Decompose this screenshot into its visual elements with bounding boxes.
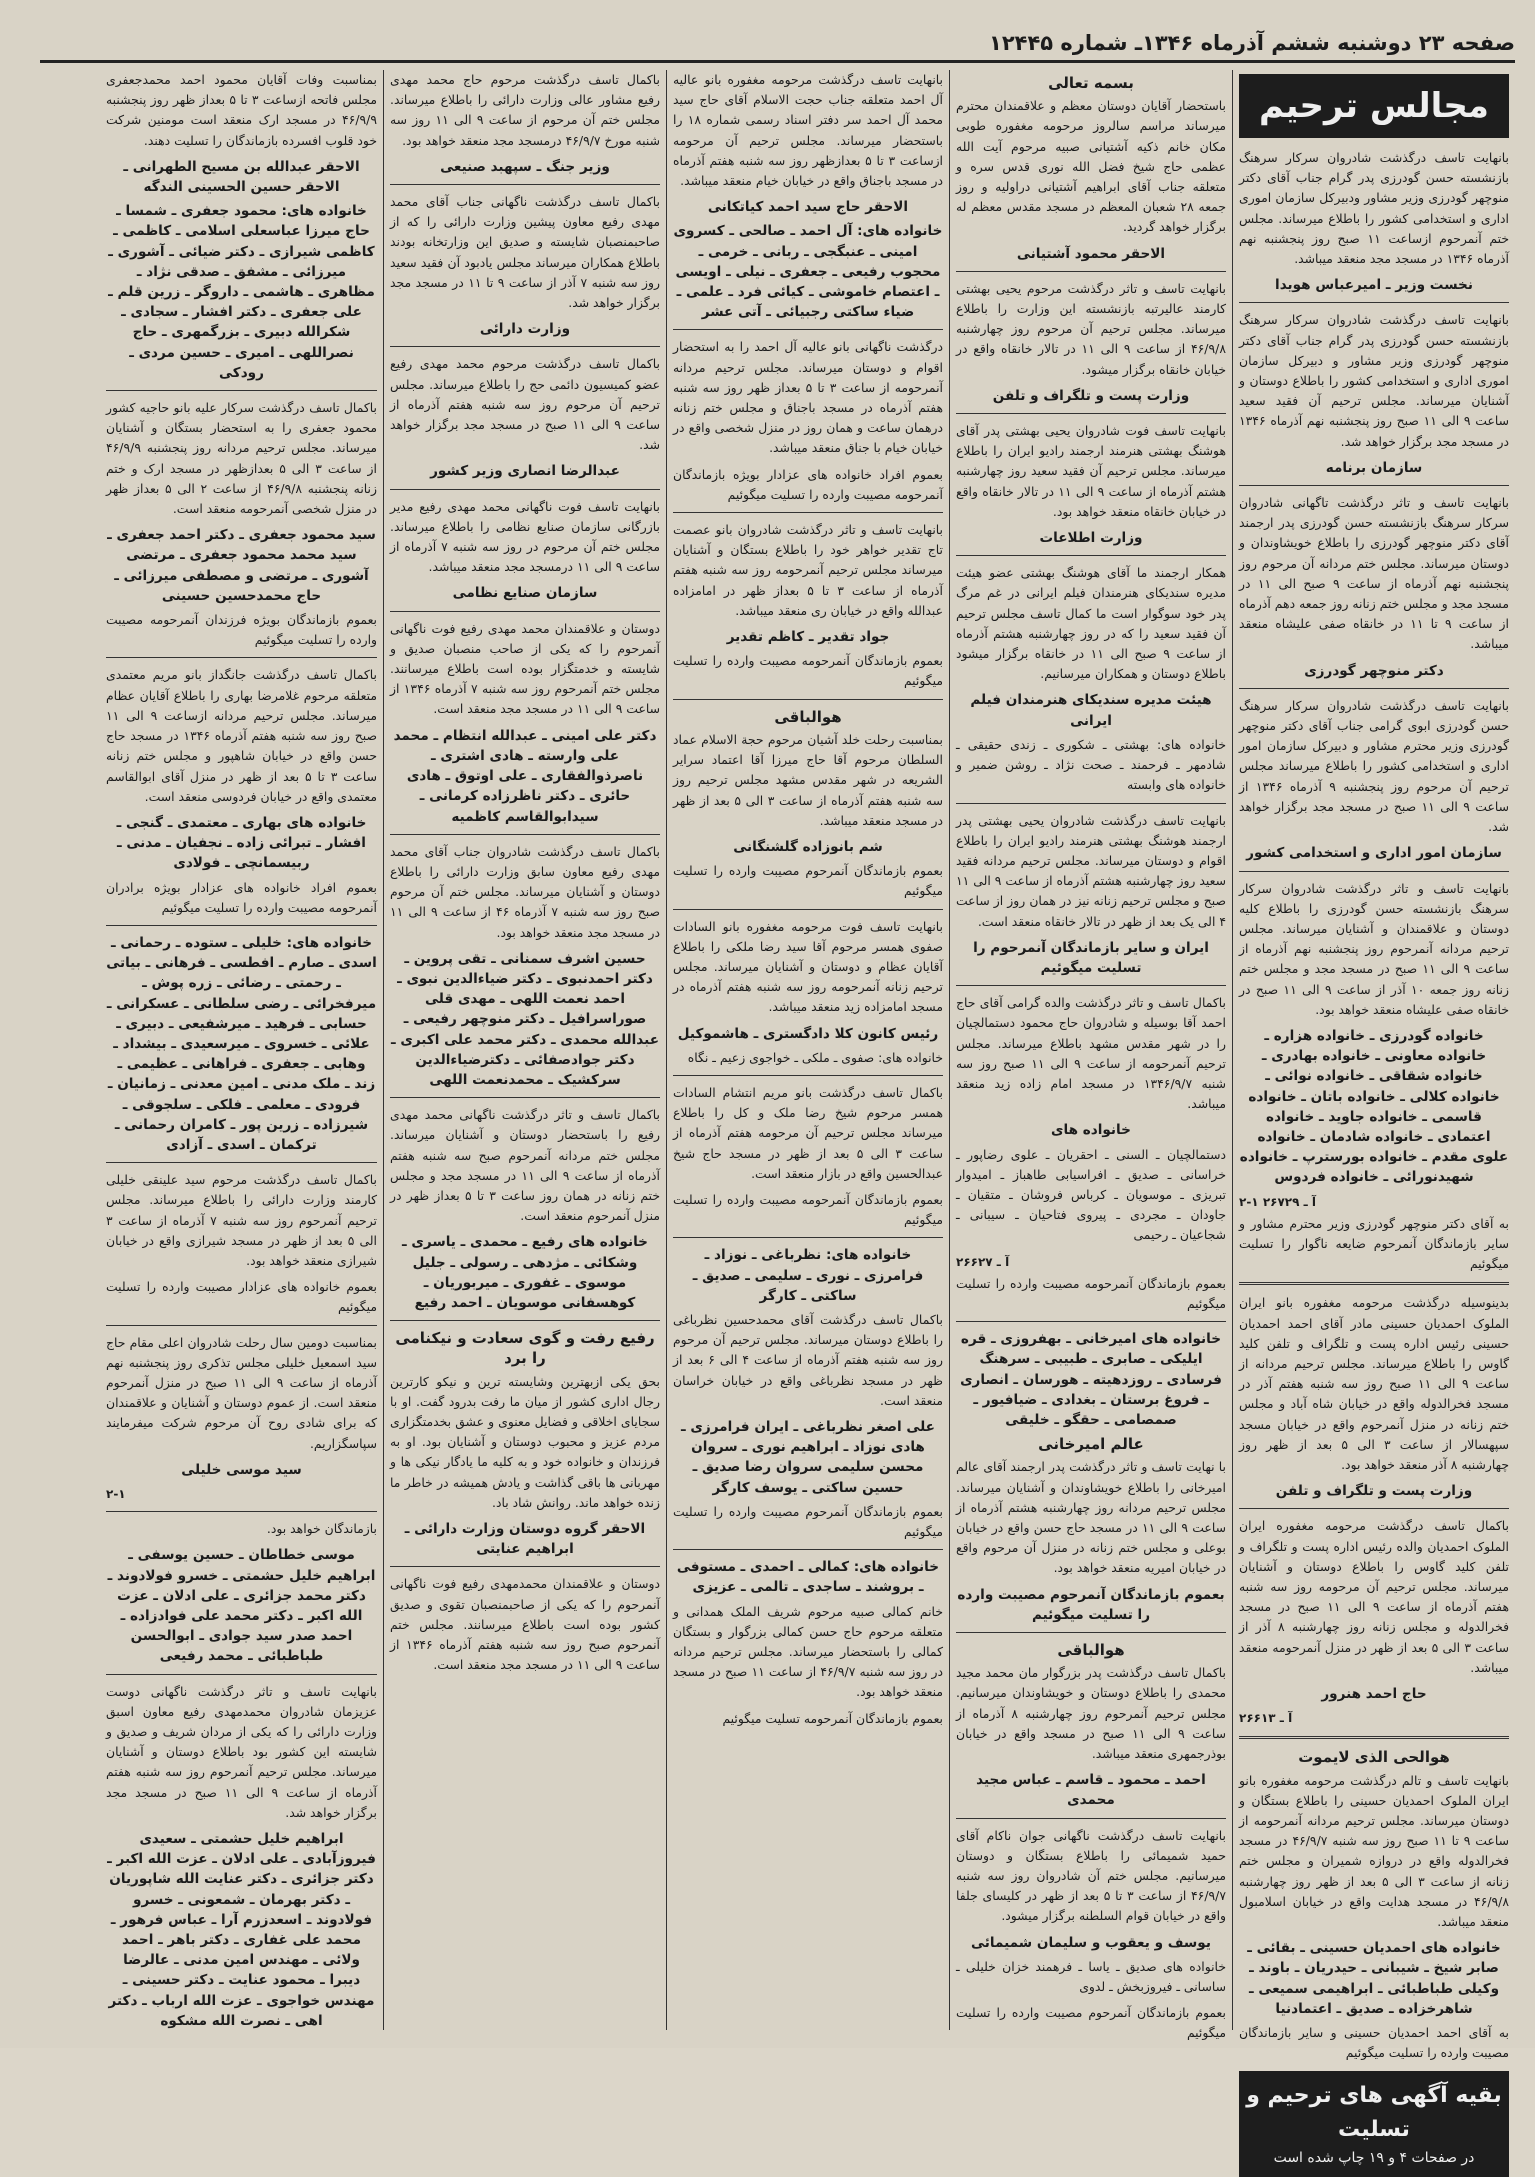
divider — [956, 803, 1226, 804]
continued-title: بقیه آگهی های ترحیم و تسلیت — [1246, 2083, 1502, 2143]
notice-text: باکمال تاسف درگذشت آقای محمدحسین نظرباغی را باطلاع دوستان میرساند. مجلس ترحیم آن مرحوم روز سه شنبه هفتم آذرماه از ساعت ۴ الی ۶ بعد از ظهر در مسجد نظرباغی واقع در خیابان خراسان منعقد است. — [673, 1311, 944, 1408]
column-4 — [383, 70, 666, 2030]
notice-text: خانواده های: صفوی ـ ملکی ـ خواجوی زعیم ـ نگاه — [687, 1049, 943, 1065]
notice-text: بانهایت تاسف و تاثر درگذشت شادروان سرکار سرهنگ بازنشسته حسن گودرزی را باطلاع کلیه دوستان و علاقمندان و آشنایان میرساند. مجلس ترحیم مردانه آنمرحوم روز پنجشنبه نهم آذرماه از ساعت ۹ الی ۱۱ صبح در مسجد مجد و مجلس ختم زنانه روز جمعه ۱۰ آذر از ساعت ۹ الی ۱۱ صبح در خانقاه صفی علیشاه منعقد خواهد بود. — [1239, 880, 1510, 1017]
notice-text: بانهایت تاسف فوت شادروان یحیی بهشتی پدر آقای هوشنگ بهشتی هنرمند ارجمند رادیو ایران را باطلاع میرساند. مجلس ترحیم آن فقید سعید روز چهارشنبه هشتم آذرماه از ساعت ۹ الی ۱۱ در تالار خانقاه واقع در خیابان خانقاه منعقد خواهد بود. — [956, 423, 1226, 519]
divider — [673, 909, 943, 910]
notice-signature: سید محمود جعفری ـ دکتر احمد جعفری ـ سید محمد محمود جعفری ـ مرتضی آشوری ـ مرتضی و مصطفی میرزائی ـ حاج محمدحسین حسینی — [107, 527, 376, 604]
notice-signature: خانواده های: نظرباغی ـ نوزاد ـ فرامرزی ـ نوری ـ سلیمی ـ صدیق ـ ساکتی ـ کارگر — [692, 1247, 924, 1304]
divider — [390, 184, 660, 185]
notice-text: باکمال تاسف درگذشت پدر بزرگوار مان محمد مجید محمدی را باطلاع دوستان و خویشاوندان میرسانیم. مجلس ترحیم آنمرحوم روز چهارشنبه ۸ آذرماه از ساعت ۹ الی ۱۱ صبح در مسجد واقع در خیابان بوذرجمهری منعقد میباشد. — [956, 1665, 1226, 1762]
notice-signature: خانواده های امیرخانی ـ بهفروزی ـ قره ایلیکی ـ صابری ـ طبیبی ـ سرهنگ فرسادی ـ روزدهیته ـ هورسان ـ انصاری ـ فروغ برستان ـ بغدادی ـ ضیافیور ـ صمصامی ـ حقگو ـ خلیقی — [960, 1331, 1222, 1428]
notice-signature: خانواده های احمدیان حسینی ـ بقائی ـ صابر شیخ ـ شیبانی ـ حیدریان ـ باوند ـ وکیلی طباطبائی ـ ابراهیمی سمیعی ـ شاهرخزاده ـ صدیق ـ اعتمادنیا — [1247, 1940, 1501, 2017]
notice-text: بعموم بازماندگان آنمرحوم مصیبت وارده را تسلیت میگوئیم — [673, 863, 943, 899]
notice-signature: الاحقر عبدالله بن مسیح الطهرانی ـ الاحقر حسین الحسینی الندگه — [123, 158, 360, 196]
notice-signature: خانواده های: آل احمد ـ صالحی ـ کسروی امینی ـ عنبگجی ـ ربانی ـ خرمی ـ محجوب رفیعی ـ جعفری ـ نیلی ـ اویسی ـ اعتصام خاموشی ـ کیائی فرد ـ علمی ـ ضیاء ساکتی رجبیائی ـ آتی عشر — [673, 223, 943, 321]
notice-text: بمناسبت وفات آقایان محمود احمد محمدجعفری مجلس فاتحه ازساعت ۳ تا ۵ بعداز ظهر روز پنجشنبه ۴۶/۹/۹ در مسجد ارک منعقد است مومنین شرکت خود قلوب افسرده بازماندگان را تسلیت دهند. — [106, 72, 377, 148]
notice-text: بعموم بازماندگان بویژه فرزندان آنمرحومه مصیبت وارده را تسلیت میگوئیم — [106, 612, 377, 648]
notice-text: بانهایت تاسف درگذشت شادروان سرکار سرهنگ بازنشسته حسن گودرزی پدر گرام جناب آقای دکتر منوچهر گودرزی وزیر مشاور ودبیرکل سازمان اموری اداری و استخدامی کشور را باطلاع میرساند. مجلس ختم آنمرحوم ازساعت ۱۱ صبح روز پنجشنبه نهم آذرماه ۱۳۴۶ در مسجد مجد منعقد میباشد. — [1239, 150, 1509, 267]
divider — [956, 1321, 1226, 1322]
notice-text: با نهایت تاسف و تاثر درگذشت پدر ارجمند آقای عالم امیرخانی را باطلاع خویشاوندان و آشنایان میرساند. مجلس ترحیم مردانه روز چهارشنبه هشتم آذرماه از ساعت ۹ الی ۱۱ در مسجد حاج حسن واقع در خیابان بوعلی و مجلس ختم زنانه در منزل آن مرحوم واقع در خیابان امیریه منعقد خواهد بود. — [956, 1459, 1226, 1576]
notice-signature: هیئت مدیره سندیکای هنرمندان فیلم ایرانی — [970, 692, 1212, 729]
divider — [106, 657, 377, 658]
notice-signature: نخست وزیر ـ امیرعباس هویدا — [1275, 277, 1473, 294]
notice-text: بعموم افراد خانواده های عزادار بویژه برادران آنمرحومه مصیبت وارده را تسلیت میگوئیم — [106, 879, 377, 915]
notice-text: بعموم افراد خانواده های عزادار بویژه بازماندگان آنمرحومه مصیبت وارده را تسلیت میگوئیم — [673, 466, 943, 502]
notice-text: بمناسبت رحلت خلد آشیان مرحوم حجة الاسلام عماد السلطان مرحوم آقا حاج میرزا آقا اعتماد سرایر الشریعه در شهر مقدس مشهد مجلس ترحیم روز سه شنبه هفتم آذرماه از ساعت ۳ الی ۵ بعد از ظهر در مسجد منعقد میباشد. — [673, 731, 943, 828]
divider — [956, 985, 1226, 986]
continued-subtitle: در صفحات ۴ و ۱۹ چاپ شده است — [1273, 2150, 1475, 2167]
notice-heading: عالم امیرخانی — [1038, 1435, 1144, 1454]
notice-text: بانهایت تاسف و تاثر درگذشت شادروان بانو عصمت تاج تقدیر خواهر خود را باطلاع بستگان و آشنایان میرساند مجلس ترحیم آنمرحومه روز سه شنبه هفتم آذرماه از ساعت ۳ تا ۵ بعداز ظهر در امامزاده عبدالله واقع در خیابان ری منعقد میباشد. — [673, 522, 943, 618]
notice-heading: هوالباقی — [774, 707, 842, 726]
notice-text: باکمال تاسف درگذشت مرحوم حاج محمد مهدی رفیع مشاور عالی وزارت دارائی را باطلاع میرساند. مجلس ختم آن مرحوم از ساعت ۹ الی ۱۱ روز سه شنبه مورخ ۴۶/۹/۷ درمسجد مجد منعقد خواهد بود. — [390, 72, 660, 148]
notice-text: بعموم بازماندگان آنمرحومه تسلیت میگوئیم — [722, 1710, 943, 1726]
notice-signature: شم بانوزاده گلشنگانی — [733, 838, 883, 855]
notice-signature: سازمان امور اداری و استخدامی کشور — [1246, 845, 1502, 862]
notice-text: بانهایت تاسف درگذشت شادروان یحیی بهشتی پدر ارجمند هوشنگ بهشتی هنرمند رادیو ایران را باطلاع اقوام و دوستان میرساند. مجلس ترحیم مردانه فقید سعید روز چهارشنبه هشتم آذرماه از ساعت ۹ الی ۱۱ صبح و مجلس ترحیم زنانه نیز در همان روز از ساعت ۴ الی یک بعد از ظهر در تالار خانقاه منعقد است. — [956, 812, 1226, 929]
divider — [956, 1818, 1226, 1819]
divider — [390, 489, 660, 490]
notice-text: بعموم بازماندگان آنمرحوم مصیبت وارده را تسلیت میگوئیم — [673, 1503, 943, 1539]
notice-signature: خانواده های رفیع ـ محمدی ـ یاسری ـ وشکائی ـ مژدهی ـ رسولی ـ جلیل موسوی ـ غفوری ـ میربوریان ـ کوهسفانی موسویان ـ احمد رفیع — [402, 1234, 648, 1311]
notice-text: خانواده های صدیق ـ یاسا ـ فرهمند خزان خلیلی ـ ساسانی ـ فیروزبخش ـ لدوی — [956, 1958, 1226, 1995]
divider — [106, 925, 377, 926]
divider — [1239, 485, 1509, 486]
notice-signature: احمد ـ محمود ـ قاسم ـ عباس مجید محمدی — [976, 1772, 1206, 1809]
divider — [956, 413, 1226, 414]
column-3 — [666, 70, 949, 2030]
notice-signature: سازمان صنایع نظامی — [452, 585, 598, 602]
notice-signature: ایران و سایر بازماندگان آنمرحوم را تسلیت میگوئیم — [973, 939, 1209, 976]
notice-signature: الاحقر حاج سید احمد کیاتکانی — [707, 199, 909, 216]
notice-text: بانهایت تاسف درگذشت شادروان سرکار سرهنگ حسن گودرزی ابوی گرامی جناب آقای دکتر منوچهر گودرزی وزیر محترم مشاور و دبیرکل سازمان امور اداری و استخدامی کشور را باطلاع میرساند مجلس ترحیم آن مرحوم روز پنجشنبه ۹ آذرماه ۱۳۴۶ از ساعت ۹ الی ۱۱ صبح در مسجد مجد برگزار خواهد شد. — [1239, 697, 1509, 835]
notice-signature: بعموم بازماندگان آنمرحوم مصیبت وارده را تسلیت میگوئیم — [957, 1586, 1225, 1623]
notice-text: بانهایت تاسف درگذشت ناگهانی جوان ناکام آقای حمید شمیمائی را باطلاع بستگان و دوستان میرسانیم. مجلس ختم آن شادروان روز سه شنبه ۴۶/۹/۷ از ساعت ۳ تا ۵ بعد از ظهر در کلیسای جلفا واقع در خیابان قوام السلطنه برگزار میشود. — [956, 1827, 1226, 1924]
notice-text: باکمال تاسف درگذشت بانو مریم انتشام السادات همسر مرحوم شیخ رضا ملک و کل را باطلاع میرساند مجلس ترحیم آن مرحومه هفتم آذرماه از ساعت ۳ الی ۵ بعد از ظهر در مسجد حاج شیخ عبدالحسین واقع در بازار منعقد است. — [673, 1084, 943, 1181]
notice-signature: ابراهیم خلیل حشمتی ـ سعیدی فیروزآبادی ـ علی ادلان ـ عزت الله اکبر ـ دکتر جزائری ـ دکتر عنایت الله شاپوریان ـ دکتر بهرمان ـ شمعونی ـ خسرو فولادوند ـ اسعدزرم آرا ـ عباس فرهور ـ محمد علی غفاری ـ دکتر باهر ـ احمد ولائی ـ مهندس امین مدنی ـ عالرضا دیبرا ـ محمود عنایت ـ دکتر حسینی ـ مهندس خواجوی ـ عزت الله ارباب ـ دکتر اهی ـ نصرت الله مشکوه — [107, 1831, 376, 2029]
divider — [390, 346, 660, 347]
divider — [673, 512, 943, 513]
ad-number: آ ـ ۲۶۶۱۳ — [1239, 1711, 1293, 1726]
notice-signature: رئیس کانون کلا دادگستری ـ هاشموکیل — [677, 1025, 939, 1042]
notice-signature: حسین اشرف سمنانی ـ تقی پروین ـ دکتر احمدنبوی ـ دکتر ضیاءالدین نبوی ـ احمد نعمت اللهی ـ مهدی قلی صوراسرافیل ـ دکتر منوچهر رفیعی ـ عبدالله محمدی ـ دکتر محمد علی اکبری ـ دکتر جوادصفائی ـ دکترضیاءالدین سرکشیک ـ محمدنعمت اللهی — [391, 950, 659, 1088]
divider — [673, 1237, 943, 1238]
divider — [1239, 302, 1509, 303]
notice-signature: موسی خطاطان ـ حسین یوسفی ـ ابراهیم خلیل حشمتی ـ خسرو فولادوند ـ دکتر محمد جزائری ـ علی ادلان ـ عزت الله اکبر ـ دکتر محمد علی فوادزاده ـ احمد صدر سید جوادی ـ ابوالحسن طباطبائی ـ محمد رفیعی — [107, 1547, 376, 1665]
columns-container — [40, 70, 1515, 2167]
notice-signature: خانواده های: محمود جعفری ـ شمسا ـ حاج میرزا عباسعلی اسلامی ـ کاظمی ـ کاظمی شیرازی ـ دکتر ضیائی ـ آشوری ـ میرزائی ـ مشفق ـ صدقی نژاد ـ مظاهری ـ هاشمی ـ داروگر ـ زرین قلم ـ علی جعفری ـ دکتر افشار ـ سجادی ـ شکرالله دبیری ـ بزرگمهری ـ حاج نصراللهی ـ امیری ـ حسین مردی ـ رودکی — [108, 203, 375, 381]
divider — [390, 1097, 660, 1098]
notice-text: به آقای احمد احمدیان حسینی و سایر بازماندگان مصیبت وارده را تسلیت میگوئیم — [1239, 2025, 1509, 2061]
notice-text: بانهایت تاسف درگذشت مرحومه مغفوره بانو عالیه آل احمد متعلقه جناب حجت الاسلام آقای حاج سید محمد آل احمد سر دفتر اسناد رسمی شماره ۱۸ را باستحضار میرساند. مجلس ترحیم آن مرحومه ازساعت ۳ تا ۵ بعدازظهر روز سه شنبه هفتم آذرماه در مسجد باجناق واقع در خیابان خیام منعقد میباشد. — [673, 72, 943, 189]
notice-text: بانهایت تاسف درگذشت شادروان سرکار سرهنگ بازنشسته حسن گودرزی پدر گرام جناب آقای دکتر منوچهر گودرزی وزیر مشاور و دبیرکل سازمان اموری اداری و استخدامی کشور را باطلاع دوستان و آشنایان میرساند. مجلس ترحیم آن فقید سعید ساعت ۹ الی ۱۱ صبح روز پنجشنبه نهم آذرماه ۱۳۴۶ در مسجد مجد برگزار خواهد شد. — [1239, 312, 1509, 449]
notice-text: بعموم خانواده های عزادار مصیبت وارده را تسلیت میگوئیم — [106, 1279, 377, 1315]
notice-signature: خانواده گودرزی ـ خانواده هزاره ـ خانواده معاونی ـ خانواده بهادری ـ خانواده شقاقی ـ خانواده نوائی ـ خانواده کلالی ـ خانواده باتان ـ خانواده قاسمی ـ خانواده جاوید ـ خانواده اعتمادی ـ خانواده شادمان ـ خانواده علوی مقدم ـ خانواده بورسترپ ـ خانواده شهیدنورائی ـ خانواده فردوس — [1239, 1027, 1509, 1186]
notice-signature: دکتر منوچهر گودرزی — [1304, 662, 1444, 679]
notice-signature: دکتر علی امینی ـ عبدالله انتظام ـ محمد علی وارسته ـ هادی اشتری ـ ناصرذوالفقاری ـ علی اوتوق ـ هادی حائری ـ دکتر ناظرزاده کرمانی ـ سیدابوالقاسم کاظمیه — [393, 727, 657, 825]
notice-text: بعموم بازماندگان آنمرحومه مصیبت وارده را تسلیت میگوئیم — [956, 1275, 1226, 1311]
notice-text: باکمال تاسف درگذشت مرحوم محمد مهدی رفیع عضو کمیسیون دائمی حج را باطلاع میرساند. مجلس ترحیم آن مرحوم روز سه شنبه هفتم آذرماه از ساعت ۹ الی ۱۱ صبح در مسجد مجد برگزار خواهد شد. — [390, 356, 660, 453]
divider — [390, 611, 660, 612]
section-banner: مجالس ترحیم — [1239, 74, 1509, 138]
notice-signature: خانواده های: کمالی ـ احمدی ـ مستوفی ـ بروشند ـ ساجدی ـ تالمی ـ عزیزی — [676, 1559, 940, 1596]
notice-signature: وزارت پست و تلگراف و تلفن — [992, 387, 1190, 404]
ad-number: ۲-۱ — [106, 1487, 126, 1501]
divider — [106, 1162, 377, 1163]
notice-text: درگذشت ناگهانی بانو عالیه آل احمد را به استحضار اقوام و دوستان میرساند. مجلس ترحیم مردانه آنمرحومه از ساعت ۳ تا ۵ بعداز ظهر روز سه شنبه هفتم آذرماه در مسجد باجناق و مجلس ختم زنانه درهمان ساعت و همان روز در منزل شخصی واقع در خیابان خیام با جناق منعقد میباشد. — [673, 339, 943, 456]
notice-text: دستمالچیان ـ السنی ـ احقریان ـ علوی رضاپور ـ خراسانی ـ صدیق ـ افراسیابی طاهباز ـ امیدوار تبریزی ـ موسویان ـ کرباس فروشان ـ متقیان ـ جاودان ـ مجردی ـ پیروی فتاحیان ـ سیبانی ـ شجاعیان ـ رحیمی — [956, 1146, 1226, 1243]
divider — [956, 271, 1226, 272]
divider — [673, 1549, 943, 1550]
notice-text: باکمال تاسف و تاثر درگذشت والده گرامی آقای حاج احمد آقا بوسیله و شادروان حاج محمود دستمالچیان را در شهر مقدس مشهد باطلاع میرساند. مجلس ترحیم آنمرحومه از ساعت ۹ الی ۱۱ صبح روز سه شنبه ۱۳۴۶/۹/۷ در مسجد امام زاده زید منعقد میباشد. — [956, 995, 1226, 1112]
page-header: صفحه ۲۳ دوشنبه ششم آذرماه ۱۳۴۶ـ شماره ۱۲۴۴۵ — [40, 26, 1515, 63]
ad-number: ۲-۱ آ ـ ۲۶۷۲۹ — [1239, 1194, 1317, 1209]
notice-signature: وزارت پست و تلگراف و تلفن — [1275, 1483, 1473, 1500]
ad-number: آ ـ ۲۶۶۲۷ — [956, 1254, 1010, 1269]
notice-signature: خانواده های بهاری ـ معتمدی ـ گنجی ـ افشار ـ تبرائی زاده ـ نجفیان ـ مدنی ـ ربیسمانچی ـ فولادی — [116, 814, 367, 872]
column-1 — [1232, 70, 1515, 2167]
notice-text: باستحضار آقایان دوستان معظم و علاقمندان محترم میرساند مراسم سالروز مرحومه مغفوره طوبی مکان خانم ذکیه آشتیانی صبیه مرحوم آیت الله عظمی حاج شیخ فضل الله نوری قدس سره و متعلقه جناب آقای ابراهیم آشتیانی دراولیه و روز جمعه ۲۸ شعبان المعظم در مسجد مقدس معظم له برگزار خواهد گردید. — [956, 98, 1226, 235]
notice-text: بعموم بازماندگان آنمرحوم مصیبت وارده را تسلیت میگوئیم — [956, 2005, 1226, 2041]
notice-signature: خانواده های: خلیلی ـ ستوده ـ رحمانی ـ اسدی ـ صارم ـ افطسی ـ فرهانی ـ بیاتی ـ رحمتی ـ رضائی ـ زره پوش ـ میرفخرائی ـ رضی سلطانی ـ عسکرانی ـ حسابی ـ فرهید ـ میرشفیعی ـ دبیری ـ علائی ـ خسروی ـ میرسعیدی ـ بیشداد ـ وهابی ـ جعفری ـ فراهانی ـ عظیمی ـ زند ـ ملک مدنی ـ امین معدنی ـ زمانیان ـ فرودی ـ معلمی ـ فلکی ـ سلجوقی ـ شیرزاده ـ زرین پور ـ کامران رحمانی ـ ترکمان ـ اسدی ـ آزادی — [106, 934, 377, 1153]
divider — [106, 1674, 377, 1675]
notice-heading: هوالحی الذی لایموت — [1298, 1748, 1450, 1767]
notice-signature: سازمان برنامه — [1325, 459, 1423, 476]
divider — [390, 1320, 660, 1321]
notice-text: بحق یکی ازبهترین وشایسته ترین و نیکو کارترین رجال اداری کشور از میان ما رفت بدرود گفت. او با سجایای اخلاقی و فضایل معنوی و عشق بخدمتگزاری مردم عزیز و محبوب دوستان و آشنایان بود. او به فرزندان و خانواده خود و به کلیه ما یادگار نیکی ها و مهربانی ها باقی گذاشت و یادش همیشه در خاطر ما زنده خواهد ماند. روانش شاد باد. — [390, 1373, 660, 1510]
notice-signature: الاحقر محمود آشتیانی — [1016, 245, 1166, 262]
notice-text: بعموم بازماندگان آنمرحومه مصیبت وارده را تسلیت میگوئیم — [673, 1191, 943, 1228]
notice-signature: الاحقر گروه دوستان وزارت دارائی ـ ابراهیم عنایتی — [404, 1521, 646, 1558]
notice-text: باکمال تاسف درگذشت مرحومه مغفوره ایران الملوک احمدیان والده رئیس اداره پست و تلگراف و تلفن کلید گاوس را باطلاع دوستان و آشنایان میرساند. مجلس ترحیم آن مرحومه روز سه شنبه هفتم آذرماه از ساعت ۹ الی ۱۱ صبح در مسجد فخرالدوله و مجلس زنانه روز چهارشنبه ۸ آذر از ساعت ۳ الی ۵ بعد از ظهر در منزل آنمرحومه منعقد میباشد. — [1239, 1518, 1509, 1675]
double-divider — [1239, 1282, 1509, 1285]
notice-signature: خانواده های — [1051, 1122, 1131, 1139]
notice-signature: یوسف و یعقوب و سلیمان شمیمائی — [971, 1934, 1211, 1951]
notice-text: باکمال تاسف درگذشت جانگداز بانو مریم معتمدی متعلقه مرحوم غلامرضا بهاری را باطلاع آقایان عظام میرساند. مجلس ترحیم مردانه ازساعت ۹ الی ۱۱ صبح روز سه شنبه هفتم آذرماه ۱۳۴۶ در مسجد حاج حسن واقع در خیابان شاهپور و مجلس ختم زنانه ساعت ۳ تا ۵ بعد از ظهر در منزل آقای ابوالقاسم معتمدی واقع در خیابان فردوسی منعقد است. — [106, 667, 377, 804]
notice-text: بانهایت تاسف و تاثر درگذشت مرحوم یحیی بهشتی کارمند عالیرتبه بازنشسته این وزارت را باطلاع میرساند. مجلس ترحیم آن مرحوم روز چهارشنبه ۴۶/۹/۸ از ساعت ۹ الی ۱۱ در تالار خانقاه واقع در خیابان خانقاه برگزار میشود. — [956, 280, 1226, 377]
divider — [106, 1511, 377, 1512]
notice-text: بمناسبت دومین سال رحلت شادروان اعلی مقام حاج سید اسمعیل خلیلی مجلس تذکری روز پنجشنبه نهم آذرماه از ساعت ۹ الی ۱۱ صبح در منزل آنمرحوم منعقد است. از عموم دوستان و آشنایان و علاقمندان که برای شادی روح آن مرحوم شرکت میفرمایند سپاسگزاریم. — [106, 1334, 377, 1451]
notice-heading: رفیع رفت و گوی سعادت و نیکنامی را برد — [395, 1329, 655, 1368]
notice-text: بدینوسیله درگذشت مرحومه مغفوره بانو ایران الملوک احمدیان حسینی مادر آقای احمد احمدیان حسینی رئیس اداره پست و تلگراف و تلفن کلید گاوس را باطلاع میرساند. مجلس ترحیم مردانه از ساعت ۹ الی ۱۱ صبح روز سه شنبه هفتم آذر در مسجد فخرالدوله واقع در خیابان شاه آباد و مجلس ختم زنانه در منزل آنمرحوم واقع در خیابان مسجد سپهسالار از ساعت ۳ الی ۵ بعد از ظهر روز چهارشنبه ۸ آذر منعقد خواهد بود. — [1239, 1295, 1509, 1472]
divider — [673, 329, 943, 330]
divider — [390, 1566, 660, 1567]
double-divider — [1239, 1736, 1509, 1739]
notice-text: باکمال تاسف درگذشت شادروان جناب آقای محمد مهدی رفیع معاون سابق وزارت دارائی را باطلاع دوستان و آشنایان میرساند. مجلس ختم آن مرحوم صبح روز سه شنبه ۷ آذرماه ۴۶ از ساعت ۹ الی ۱۱ در مسجد مجد منعقد خواهد بود. — [390, 843, 660, 940]
notice-signature: علی اصغر نظرباغی ـ ایران فرامرزی ـ هادی نوزاد ـ ابراهیم نوری ـ سروان محسن سلیمی سروان رضا صدیق ـ حسین ساکتی ـ یوسف کارگر — [681, 1418, 935, 1496]
notice-heading: هوالباقی — [1057, 1641, 1125, 1660]
notice-text: بانهایت تاسف و تالم درگذشت مرحومه مغفوره بانو ایران الملوک احمدیان حسینی را باطلاع بستگان و دوستان میرساند. مجلس ترحیم مردانه آنمرحومه از ساعت ۹ تا ۱۱ صبح روز سه شنبه ۴۶/۹/۷ در مسجد فخرالدوله واقع در دروازه شمیران و مجلس ختم زنانه از ساعت ۳ الی ۵ بعد از ظهر روز چهارشنبه ۴۶/۹/۸ در مسجد هدایت واقع در خیابان اسلامبول منعقد میباشد. — [1239, 1772, 1510, 1930]
notice-signature: وزیر جنگ ـ سپهبد صنیعی — [440, 158, 610, 175]
divider — [673, 699, 943, 700]
notice-text: دوستان و علاقمندان محمدمهدی رفیع فوت ناگهانی آنمرحوم را که یکی از صاحبمنصبان تقوی و صدیق کشور بوده است باطلاع میرسانند. مجلس ختم آنمرحوم صبح روز سه شنبه هفتم آذرماه ۱۳۴۶ از ساعت ۹ الی ۱۱ در مسجد مجد منعقد است. — [390, 1576, 660, 1673]
notice-text: بانهایت تاسف فوت مرحومه مغفوره بانو السادات صفوی همسر مرحوم آقا سید رضا ملکی را باطلاع آقایان عظام و دوستان و آشنایان میرساند. مجلس ترحیم زنانه آنمرحومه روز سه شنبه هفتم آذرماه در مسجد امامزاده زید منعقد میباشد. — [673, 918, 943, 1015]
notice-text: بانهایت تاسف و تاثر درگذشت ناگهانی دوست عزیزمان شادروان محمدمهدی رفیع معاون اسبق وزارت دارائی را که یکی از مردان شریف و صدیق و شایسته این کشور بود باطلاع دوستان و آشنایان میرساند. مجلس ترحیم آنمرحوم روز سه شنبه هفتم آذرماه از ساعت ۹ الی ۱۱ صبح در مسجد مجد برگزار خواهد شد. — [106, 1683, 377, 1820]
notice-text: بازماندگان خواهد بود. — [266, 1521, 377, 1537]
column-2 — [949, 70, 1232, 2041]
continued-notice-box — [1239, 2071, 1509, 2177]
notice-text: دوستان و علاقمندان محمد مهدی رفیع فوت ناگهانی آنمرحوم را که یکی از صاحب منصبان صدیق و شایسته و خدمتگزار بوده است باطلاع میرسانند. مجلس ختم آنمرحوم روز سه شنبه ۷ آذرماه ۱۳۴۶ از ساعت ۹ الی ۱۱ در مسجد مجد منعقد است. — [390, 620, 660, 717]
notice-text: به آقای دکتر منوچهر گودرزی وزیر محترم مشاور و سایر بازماندگان آنمرحوم ضایعه ناگوار را تسلیت میگوئیم — [1239, 1215, 1509, 1272]
notice-heading: بسمه تعالی — [1048, 74, 1134, 92]
divider — [106, 390, 377, 391]
notice-signature: سید موسی خلیلی — [181, 1461, 302, 1478]
notice-text: بانهایت تاسف فوت ناگهانی محمد مهدی رفیع مدیر بازرگانی سازمان صنایع نظامی را باطلاع میرساند. مجلس ختم آن مرحوم در روز سه شنبه ۷ آذرماه از ساعت ۹ الی ۱۱ درمسجد مجد منعقد میباشد. — [390, 498, 660, 575]
notice-signature: جواد تقدیر ـ کاظم تقدیر — [726, 629, 890, 646]
divider — [1239, 1508, 1509, 1509]
notice-text: باکمال تاسف درگذشت مرحوم سید علینقی خلیلی کارمند وزارت دارائی را باطلاع میرساند. مجلس ترحیم آنمرحوم روز سه شنبه ۷ آذرماه از ساعت ۳ الی ۵ بعد از ظهر در مسجد شیرازی واقع در خیابان شیرازی منعقد خواهد بود. — [106, 1172, 377, 1268]
notice-text: همکار ارجمند ما آقای هوشنگ بهشتی عضو هیئت مدیره سندیکای هنرمندان فیلم ایرانی در غم مرگ پدر خود سوگوار است ما کمال تاسف مجلس ترحیم آن فقید سعید را که در روز چهارشنبه هشتم آذرماه از ساعت ۹ صبح الی ۱۱ در خانقاه برگزار میشود باطلاع دوستان و همکاران میرسانیم. — [956, 565, 1226, 682]
divider — [673, 1075, 943, 1076]
notice-signature: وزارت اطلاعات — [1039, 530, 1143, 547]
notice-text: خانواده های: بهشتی ـ شکوری ـ زندی حقیقی ـ شادمهر ـ فرحمند ـ صحت نژاد ـ روشن ضمیر و خانواده های وابسته — [956, 736, 1226, 793]
divider — [106, 1325, 377, 1326]
notice-text: باکمال تاسف درگذشت سرکار علیه بانو حاجیه کشور محمود جعفری را به استحضار بستگان و آشنایان میرساند. مجلس ترحیم مردانه روز پنجشنبه ۴۶/۹/۹ از ساعت ۳ الی ۵ بعدازظهر در مسجد ارک و ختم زنانه پنجشنبه ۴۶/۹/۸ از ساعت ۲ الی ۵ بعداز ظهر در منزل شخصی آنمرحومه منعقد است. — [106, 400, 377, 517]
divider — [1239, 688, 1509, 689]
notice-text: بانهایت تاسف و تاثر درگذشت تاگهانی شادروان سرکار سرهنگ بازنشسته حسن گودرزی پدر ارجمند آقای دکتر منوچهر گودرزی را باطلاع خویشاوندان و دوستان میرساند. مجلس ختم مردانه آن مرحوم روز پنجشنبه نهم آذرماه از ساعت ۹ صبح الی ۱۱ در مسجد مجد و مجلس ختم زنانه روز جمعه دهم آذرماه از ساعت ۹ تا ۱۱ در خانقاه صفی علیشاه منعقد میباشد. — [1239, 495, 1510, 652]
notice-text: خانم کمالی صبیه مرحوم شریف الملک همدانی و متعلقه مرحوم حاج حسن کمالی بزرگوار و بستگان کمالی را باستحضار میرساند. مجلس ترحیم مردانه در روز سه شنبه ۴۶/۹/۷ از ساعت ۱۱ صبح در مسجد منعقد خواهد بود. — [673, 1603, 943, 1700]
notice-signature: وزارت دارائی — [479, 321, 571, 338]
divider — [390, 834, 660, 835]
divider — [1239, 871, 1509, 872]
notice-text: بعموم بازماندگان آنمرحومه مصیبت وارده را تسلیت میگوئیم — [673, 653, 943, 689]
notice-signature: حاج احمد هنرور — [1321, 1686, 1427, 1703]
divider — [956, 555, 1226, 556]
notice-text: باکمال تاسف درگذشت ناگهانی جناب آقای محمد مهدی رفیع معاون پیشین وزارت دارائی را که از صاحبمنصبان شایسته و صدیق این وزارتخانه بودند باطلاع همکاران میرساند مجلس یادبود آن فقید سعید روز سه شنبه ۷ آذر از ساعت ۹ تا ۱۱ در مسجد مجد برگزار خواهد شد. — [390, 194, 661, 311]
notice-text: باکمال تاسف و تاثر درگذشت ناگهانی محمد مهدی رفیع را باستحضار دوستان و آشنایان میرساند. مجلس ختم مردانه آنمرحوم صبح سه شنبه هفتم آذرماه از ساعت ۹ الی ۱۱ در مسجد مجد و مجلس ختم زنانه در همان روز ساعت ۳ تا ۵ بعداز ظهر در منزل آنمرحوم منعقد است. — [390, 1107, 661, 1224]
divider — [956, 1632, 1226, 1633]
notice-signature: عبدالرضا انصاری وزیر کشور — [430, 463, 620, 480]
column-5 — [100, 70, 383, 2030]
